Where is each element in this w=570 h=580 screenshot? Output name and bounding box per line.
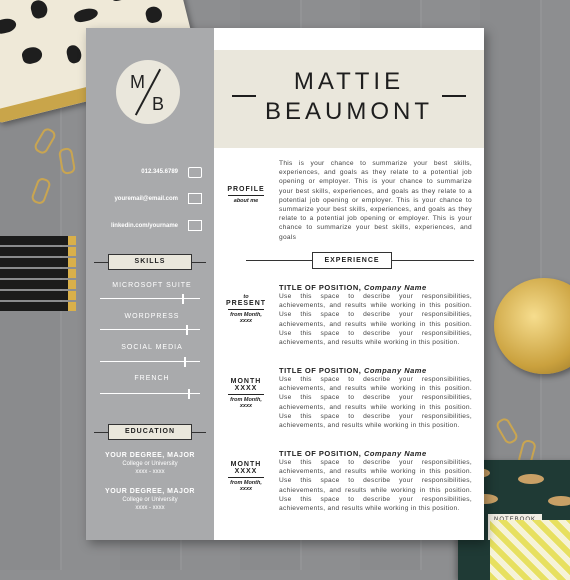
name-rule-right	[442, 95, 466, 97]
company: Company Name	[363, 449, 427, 458]
date-from: from Month,	[230, 480, 262, 486]
pencil	[0, 302, 76, 311]
job-date-label	[224, 378, 268, 409]
leopard-spot	[0, 16, 18, 35]
education-entry	[96, 488, 204, 511]
pencil	[0, 247, 76, 256]
pencil	[0, 258, 76, 267]
monogram-badge	[116, 60, 180, 124]
date-from: from Month,	[230, 312, 262, 318]
profile-summary: This is your chance to summarize your best skills, experiences, and goals as they relate to a potential job opening or employer. This is your chance to summarize your best skills, experiences, and goals as they relate to a potential job opening or employer. This is your chance to summarize your best skills, experiences, and goals as they relate to a potential job opening or employer. This is your chance to summarize your best skills, experiences, and goals	[279, 160, 472, 241]
education-entry	[96, 452, 204, 475]
linkedin-icon	[188, 220, 202, 231]
job-title	[279, 283, 427, 292]
profile-heading: PROFILE	[227, 186, 265, 193]
position: TITLE OF POSITION,	[279, 366, 362, 375]
date-year: xxxx	[239, 486, 253, 492]
years: xxxx - xxxx	[135, 469, 165, 475]
job-description: Use this space to describe your responsibilities, achievements, and results while working in this position. Use this space to describe your responsibilities, achievements, and results while working in this position. Use this space to describe your responsibilities, achievements, and results while working in this position.	[279, 293, 472, 347]
date-year: xxxx	[239, 318, 253, 324]
date-to: to	[243, 294, 249, 300]
date-year-end: XXXX	[234, 468, 258, 475]
leopard-spot	[144, 5, 163, 24]
skill-name: FRENCH	[134, 375, 170, 382]
experience-heading: EXPERIENCE	[312, 252, 392, 269]
contact-linkedin: linkedin.com/yourname	[110, 223, 178, 229]
profile-subheading: about me	[233, 198, 259, 204]
name-first: MATTIE	[293, 68, 405, 95]
date-year-end: XXXX	[234, 385, 258, 392]
leopard-spot	[65, 44, 83, 65]
degree: YOUR DEGREE, MAJOR	[105, 488, 195, 495]
job-title	[279, 366, 427, 375]
job-date-label	[224, 461, 268, 492]
skill-track	[100, 393, 200, 394]
company: Company Name	[363, 366, 427, 375]
date-month: MONTH	[230, 461, 262, 468]
skill-track	[100, 298, 200, 299]
leopard-spot	[108, 0, 129, 2]
envelope-icon	[188, 193, 202, 204]
cheetah-figure	[548, 496, 570, 506]
name-last: BEAUMONT	[264, 98, 433, 125]
leopard-spot	[20, 45, 43, 65]
leopard-spot	[29, 0, 49, 20]
education-heading: EDUCATION	[108, 424, 192, 440]
pencil-bundle	[0, 236, 70, 326]
degree: YOUR DEGREE, MAJOR	[105, 452, 195, 459]
contact-phone: 012.345.6789	[141, 169, 178, 175]
position: TITLE OF POSITION,	[279, 283, 362, 292]
profile-rule	[228, 195, 264, 196]
date-year: xxxx	[239, 403, 253, 409]
job-description: Use this space to describe your responsibilities, achievements, and results while working in this position. Use this space to describe your responsibilities, achievements, and results while working in this position. Use this space to describe your responsibilities, achievements, and results while working in this position.	[279, 459, 472, 513]
years: xxxx - xxxx	[135, 505, 165, 511]
skill-name: WORDPRESS	[124, 313, 180, 320]
job-date-label	[224, 294, 268, 324]
pencil	[0, 269, 76, 278]
skill-track	[100, 329, 200, 330]
position: TITLE OF POSITION,	[279, 449, 362, 458]
school: College or University	[122, 497, 178, 503]
skill-level-marker	[182, 294, 184, 304]
monogram-last-initial: B	[152, 94, 165, 114]
leopard-spot	[73, 6, 99, 23]
skill-level-marker	[186, 325, 188, 335]
striped-paper	[490, 520, 570, 580]
date-rule	[228, 477, 264, 478]
date-from: from Month,	[230, 397, 262, 403]
job-title	[279, 449, 427, 458]
pencil	[0, 291, 76, 300]
job-description: Use this space to describe your responsibilities, achievements, and results while working in this position. Use this space to describe your responsibilities, achievements, and results while working in this position. Use this space to describe your responsibilities, achievements, and results while working in this position.	[279, 376, 472, 430]
skill-level-marker	[188, 389, 190, 399]
date-rule	[228, 394, 264, 395]
date-rule	[228, 309, 264, 310]
pencil	[0, 236, 76, 245]
monogram-first-initial: M	[130, 72, 145, 92]
skill-level-marker	[184, 357, 186, 367]
contact-email: youremail@email.com	[114, 196, 178, 202]
name-rule-left	[232, 95, 256, 97]
school: College or University	[122, 461, 178, 467]
pencil	[0, 280, 76, 289]
phone-icon	[188, 167, 202, 178]
profile-label	[224, 186, 268, 204]
skills-heading: SKILLS	[108, 254, 192, 270]
date-end: PRESENT	[225, 300, 267, 307]
date-month: MONTH	[230, 378, 262, 385]
resume-page	[86, 28, 484, 540]
company: Company Name	[363, 283, 427, 292]
skill-name: MICROSOFT SUITE	[112, 282, 192, 289]
cheetah-figure	[518, 474, 544, 484]
skill-name: SOCIAL MEDIA	[121, 344, 183, 351]
